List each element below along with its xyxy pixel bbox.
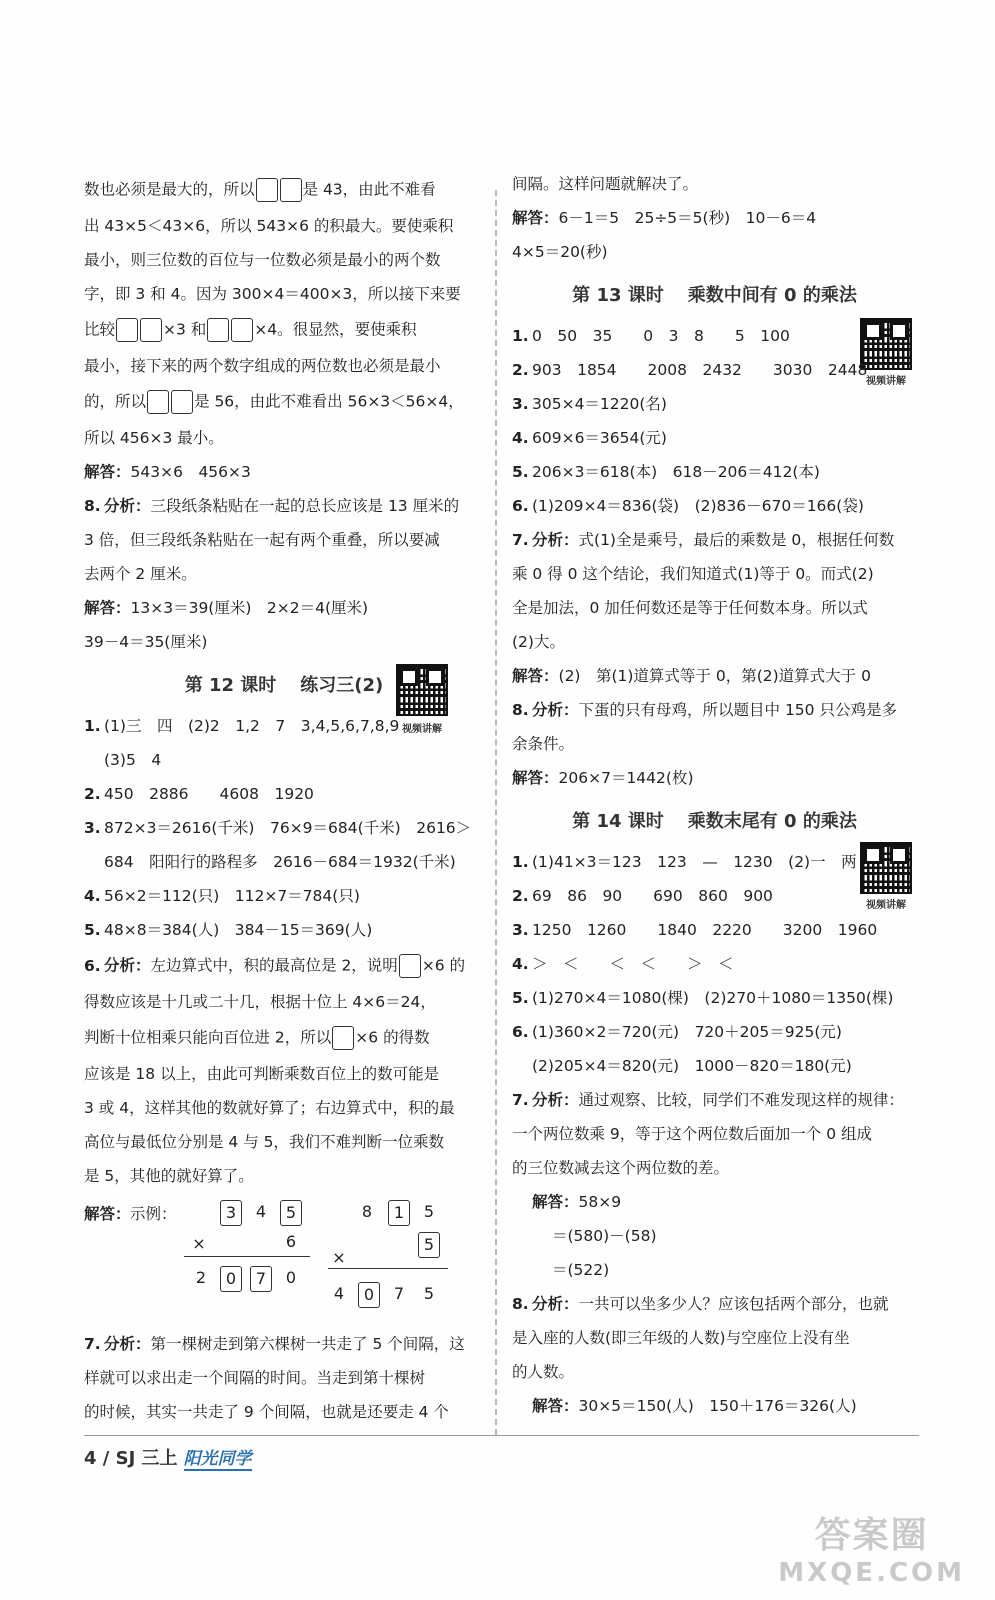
text-line: 最小，接下来的两个数字组成的两位数也必须是最小 <box>84 357 441 375</box>
page-number: 4 / SJ 三上 <box>84 1448 178 1469</box>
digit: 5 <box>423 1202 435 1221</box>
answer-line: 4×5＝20(秒) <box>512 243 608 261</box>
question-7: 7. 分析：式(1)全是乘号，最后的乘数是 0，根据任何数 <box>512 531 895 549</box>
list-item: 5. 206×3＝618(本) 618－206＝412(本) <box>512 463 820 481</box>
list-item: 1. 0 50 35 0 3 8 5 100 <box>512 327 790 345</box>
list-item: 4. ＞ ＜ ＜ ＜ ＞ ＜ <box>512 955 734 973</box>
question-6: 6. 分析：左边算式中，积的最高位是 2，说明 ×6 的 <box>84 954 484 978</box>
question-8: 8. 分析：三段纸条粘贴在一起的总长应该是 13 厘米的 <box>84 497 460 515</box>
text-line: 的三位数减去这个两位数的差。 <box>512 1159 730 1177</box>
multiply-sign: × <box>332 1248 346 1267</box>
list-item: 1. (1)41×3＝123 123 — 1230 (2)一 两 <box>512 853 857 871</box>
text-line: 的人数。 <box>512 1363 575 1381</box>
answer-line: 解答：58×9 <box>532 1193 622 1211</box>
text-line: 最小，则三位数的百位与一位数必须是最小的两个数 <box>84 251 441 269</box>
blank-box <box>256 178 278 202</box>
list-item: 3. 305×4＝1220(名) <box>512 395 667 413</box>
digit: 0 <box>285 1268 297 1287</box>
digit-box: 5 <box>418 1232 440 1258</box>
text-line: 得数应该是十几或二十几，根据十位上 4×6＝24， <box>84 993 436 1011</box>
answer-line: 解答：6－1＝5 25÷5＝5(秒) 10－6＝4 <box>512 209 817 227</box>
answer-line: 解答：543×6 456×3 <box>84 463 251 481</box>
text-line: 是 5，其他的就好算了。 <box>84 1167 254 1185</box>
text-line: 余条件。 <box>512 735 575 753</box>
digit: 2 <box>195 1268 207 1287</box>
answer-line: 39－4＝35(厘米) <box>84 633 208 651</box>
answer-line: 解答：30×5＝150(人) 150＋176＝326(人) <box>532 1397 857 1415</box>
list-item: 5. 48×8＝384(人) 384－15＝369(人) <box>84 921 373 939</box>
digit: 4 <box>333 1284 345 1303</box>
list-item: 684 阳阳行的路程多 2616－684＝1932(千米) <box>104 853 456 871</box>
answer-line: ＝(580)－(58) <box>552 1227 657 1245</box>
answer-line: 解答：206×7＝1442(枚) <box>512 769 694 787</box>
blank-box <box>332 1026 354 1050</box>
digit: 8 <box>361 1202 373 1221</box>
blank-box <box>399 954 421 978</box>
blank-box <box>171 390 193 414</box>
qr-label: 视频讲解 <box>866 900 906 911</box>
blank-box <box>280 178 302 202</box>
list-item: 6. (1)209×4＝836(袋) (2)836－670＝166(袋) <box>512 497 864 515</box>
calc-rule <box>328 1268 448 1269</box>
text-line: 全是加法，0 加任何数还是等于任何数本身。所以式 <box>512 599 868 617</box>
watermark-top: 答案圈 <box>814 1515 929 1556</box>
text-line: 3 倍，但三段纸条粘贴在一起有两个重叠，所以要减 <box>84 531 440 549</box>
digit-box: 3 <box>220 1200 242 1226</box>
list-item: 4. 609×6＝3654(元) <box>512 429 667 447</box>
text-line: 间隔。这样问题就解决了。 <box>512 175 699 193</box>
watermark <box>778 1507 965 1588</box>
watermark-bottom: MXQE.COM <box>778 1558 965 1588</box>
digit-box: 0 <box>358 1282 380 1308</box>
list-item: 6. (1)360×2＝720(元) 720＋205＝925(元) <box>512 1023 842 1041</box>
qr-code-icon[interactable] <box>396 664 448 716</box>
answer-line: 解答：(2) 第(1)道算式等于 0，第(2)道算式大于 0 <box>512 667 871 685</box>
text-line: 乘 0 得 0 这个结论，我们知道式(1)等于 0。而式(2) <box>512 565 874 583</box>
list-item: 1. (1)三 四 (2)2 1,2 7 3,4,5,6,7,8,9 <box>84 717 400 735</box>
text-line: 去两个 2 厘米。 <box>84 565 197 583</box>
multiply-sign: × <box>192 1234 206 1253</box>
text-line: 数也必须是最大的，所以 是 43，由此不难看 <box>84 178 484 202</box>
question-8: 8. 分析：下蛋的只有母鸡，所以题目中 150 只公鸡是多 <box>512 701 897 719</box>
left-column <box>84 178 484 1436</box>
blank-box <box>140 318 162 342</box>
blank-box <box>207 318 229 342</box>
list-item: (2)205×4＝820(元) 1000－820＝180(元) <box>532 1057 852 1075</box>
question-7: 7. 分析：通过观察、比较，同学们不难发现这样的规律： <box>512 1091 905 1109</box>
text-line: 出 43×5＜43×6，所以 543×6 的积最大。要使乘积 <box>84 217 454 235</box>
answer-line: 解答：13×3＝39(厘米) 2×2＝4(厘米) <box>84 599 369 617</box>
text-line: 所以 456×3 最小。 <box>84 429 224 447</box>
text-line: 判断十位相乘只能向百位进 2，所以 ×6 的得数 <box>84 1026 484 1050</box>
text-line: 字，即 3 和 4。因为 300×4＝400×3，所以接下来要 <box>84 285 461 303</box>
list-item: (3)5 4 <box>104 751 162 769</box>
blank-box <box>231 318 253 342</box>
text-line: (2)大。 <box>512 633 565 651</box>
question-7: 7. 分析：第一棵树走到第六棵树一共走了 5 个间隔，这 <box>84 1335 465 1353</box>
digit-box: 0 <box>220 1266 242 1292</box>
list-item: 2. 903 1854 2008 2432 3030 2448 <box>512 361 868 379</box>
column-divider <box>495 190 497 1435</box>
list-item: 5. (1)270×4＝1080(棵) (2)270＋1080＝1350(棵) <box>512 989 894 1007</box>
list-item: 2. 69 86 90 690 860 900 <box>512 887 773 905</box>
section-13-heading: 第 13 课时 乘数中间有 0 的乘法 <box>572 285 857 306</box>
list-item: 3. 872×3＝2616(千米) 76×9＝684(千米) 2616＞ <box>84 819 472 837</box>
vertical-calculations: 解答： 示例： 3 4 5 × 6 2 0 7 0 8 1 5 × 5 4 0 7 5 <box>84 1200 484 1320</box>
text-line: 一个两位数乘 9，等于这个两位数后面加一个 0 组成 <box>512 1125 873 1143</box>
digit-box: 7 <box>250 1266 272 1292</box>
text-line: 比较 ×3 和 ×4。很显然，要使乘积 <box>84 318 484 342</box>
text-line: 是入座的人数(即三年级的人数)与空座位上没有坐 <box>512 1329 850 1347</box>
question-8: 8. 分析：一共可以坐多少人？应该包括两个部分，也就 <box>512 1295 889 1313</box>
list-item: 3. 1250 1260 1840 2220 3200 1960 <box>512 921 878 939</box>
digit: 5 <box>423 1284 435 1303</box>
section-14-heading: 第 14 课时 乘数末尾有 0 的乘法 <box>572 811 857 832</box>
text-line: 高位与最低位分别是 4 与 5，我们不难判断一位乘数 <box>84 1133 445 1151</box>
text-line: 3 或 4，这样其他的数就好算了；右边算式中，积的最 <box>84 1099 455 1117</box>
digit: 7 <box>393 1284 405 1303</box>
list-item: 4. 56×2＝112(只) 112×7＝784(只) <box>84 887 360 905</box>
right-column <box>512 174 917 1430</box>
list-item: 2. 450 2886 4608 1920 <box>84 785 314 803</box>
digit-box: 1 <box>388 1200 410 1226</box>
digit: 6 <box>285 1232 297 1251</box>
text-line: 样就可以求出走一个间隔的时间。当走到第十棵树 <box>84 1369 426 1387</box>
text-line: 的，所以 是 56，由此不难看出 56×3＜56×4， <box>84 390 484 414</box>
answer-line: ＝(522) <box>552 1261 610 1279</box>
text-line: 应该是 18 以上，由此可判断乘数百位上的数可能是 <box>84 1065 440 1083</box>
blank-box <box>116 318 138 342</box>
qr-label: 视频讲解 <box>402 724 442 735</box>
blank-box <box>147 390 169 414</box>
calc-rule <box>184 1256 310 1257</box>
digit: 4 <box>255 1202 267 1221</box>
text-line: 的时候，其实一共走了 9 个间隔，也就是还要走 4 个 <box>84 1403 449 1421</box>
section-12-heading: 第 12 课时 练习三(2) 视频讲解 <box>84 674 484 698</box>
digit-box: 5 <box>280 1200 302 1226</box>
page-footer <box>84 1444 252 1470</box>
footer-rule <box>84 1435 919 1436</box>
qr-label: 视频讲解 <box>866 376 906 387</box>
brand-logo: 阳光同学 <box>183 1449 252 1469</box>
